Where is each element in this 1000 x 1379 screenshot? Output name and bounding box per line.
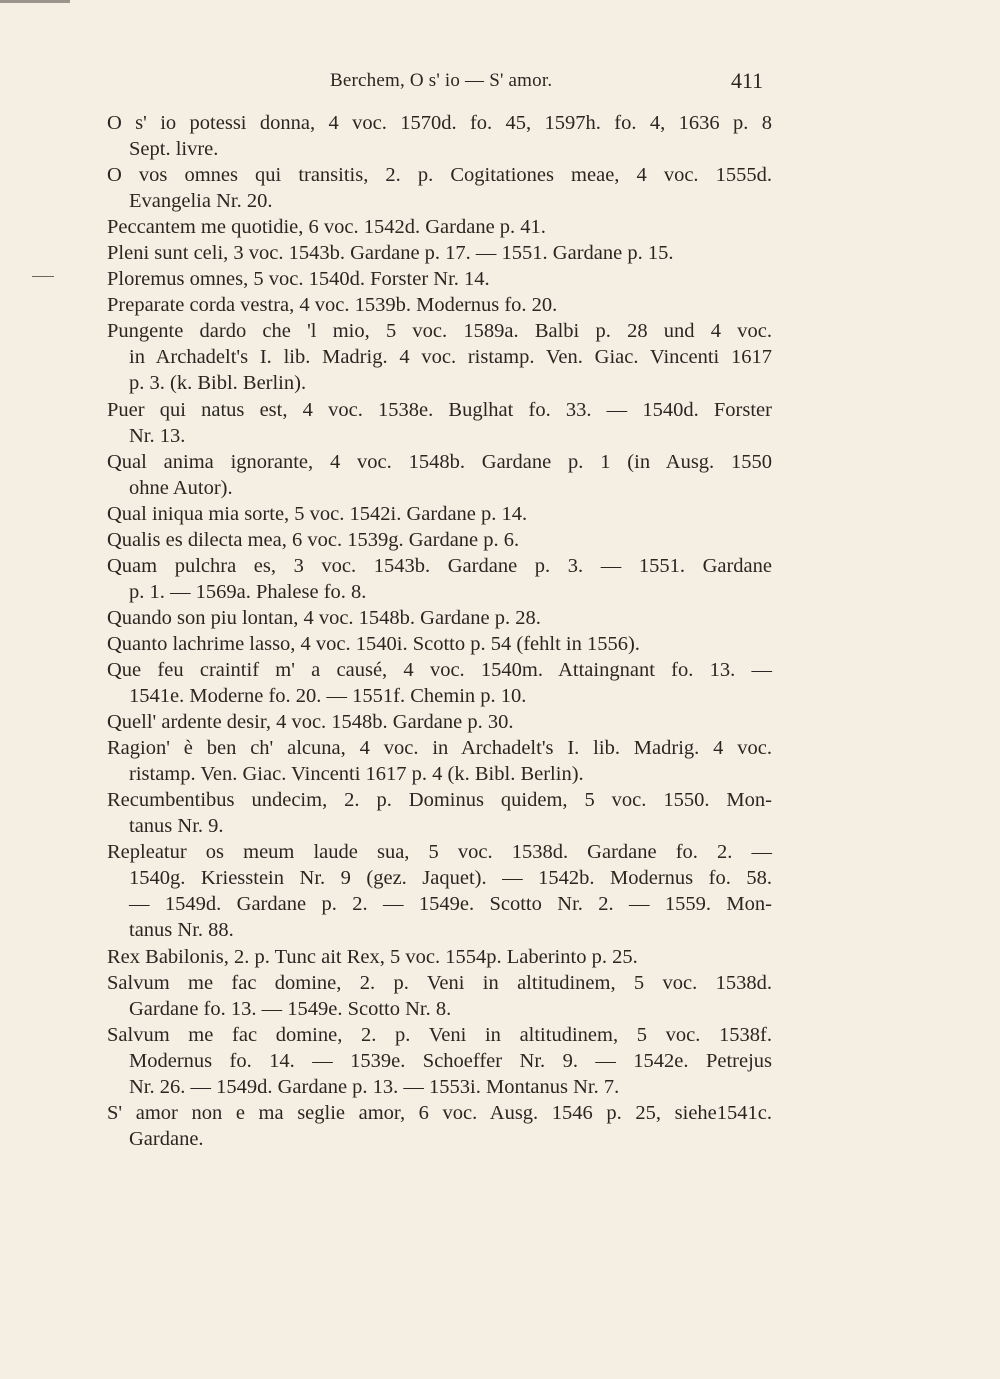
entry-continuation-line: p. 1. — 1569a. Phalese fo. 8.: [129, 580, 367, 603]
catalog-entry: [107, 605, 772, 631]
entry-continuation-line: p. 3. (k. Bibl. Berlin).: [129, 372, 307, 395]
entry-list: [107, 110, 772, 1152]
catalog-entry: [107, 1100, 772, 1152]
catalog-entry: [107, 162, 772, 214]
catalog-entry: [107, 110, 772, 162]
entry-first-line: S' amor non e ma seglie amor, 6 voc. Ausg. 1546 p. 25, siehe1541c.: [107, 1101, 772, 1124]
page-edge-mark: [0, 0, 70, 13]
entry-first-line: Peccantem me quotidie, 6 voc. 1542d. Gardane p. 41.: [107, 216, 546, 239]
catalog-entry: [107, 657, 772, 709]
catalog-entry: [107, 214, 772, 240]
entry-first-line: Quando son piu lontan, 4 voc. 1548b. Gardane p. 28.: [107, 606, 541, 629]
entry-continuation-line: — 1549d. Gardane p. 2. — 1549e. Scotto Nr. 2. — 1559. Mon-: [129, 893, 772, 916]
entry-first-line: Que feu craintif m' a causé, 4 voc. 1540m. Attaingnant fo. 13. —: [107, 658, 772, 681]
entry-continuation-line: ohne Autor).: [129, 476, 233, 499]
entry-first-line: Pungente dardo che 'l mio, 5 voc. 1589a. Balbi p. 28 und 4 voc.: [107, 320, 772, 343]
entry-first-line: Quam pulchra es, 3 voc. 1543b. Gardane p. 3. — 1551. Gardane: [107, 554, 772, 577]
entry-first-line: Puer qui natus est, 4 voc. 1538e. Buglhat fo. 33. — 1540d. Forster: [107, 398, 772, 421]
entry-first-line: Quell' ardente desir, 4 voc. 1548b. Gardane p. 30.: [107, 711, 514, 734]
entry-continuation-line: Nr. 13.: [129, 424, 186, 447]
running-title: Berchem, O s' io — S' amor.: [330, 70, 553, 91]
entry-first-line: Pleni sunt celi, 3 voc. 1543b. Gardane p. 17. — 1551. Gardane p. 15.: [107, 242, 674, 265]
entry-continuation-line: Gardane fo. 13. — 1549e. Scotto Nr. 8.: [129, 997, 452, 1020]
catalog-entry: [107, 970, 772, 1022]
entry-continuation-line: Modernus fo. 14. — 1539e. Schoeffer Nr. 9. — 1542e. Petrejus: [129, 1049, 772, 1072]
catalog-entry: [107, 553, 772, 605]
entry-first-line: Qual iniqua mia sorte, 5 voc. 1542i. Gardane p. 14.: [107, 502, 528, 525]
running-head: [0, 68, 1000, 98]
entry-first-line: Ploremus omnes, 5 voc. 1540d. Forster Nr. 14.: [107, 268, 490, 291]
catalog-entry: [107, 318, 772, 396]
entry-continuation-line: Evangelia Nr. 20.: [129, 190, 273, 213]
page-number: 411: [731, 68, 764, 93]
catalog-entry: [107, 266, 772, 292]
catalog-entry: [107, 631, 772, 657]
entry-first-line: O vos omnes qui transitis, 2. p. Cogitationes meae, 4 voc. 1555d.: [107, 164, 772, 187]
catalog-entry: [107, 735, 772, 787]
entry-first-line: Salvum me fac domine, 2. p. Veni in altitudinem, 5 voc. 1538d.: [107, 971, 772, 994]
entry-first-line: Repleatur os meum laude sua, 5 voc. 1538d. Gardane fo. 2. —: [107, 841, 772, 864]
entry-first-line: Quanto lachrime lasso, 4 voc. 1540i. Scotto p. 54 (fehlt in 1556).: [107, 632, 640, 655]
margin-dash: [32, 276, 54, 277]
entry-first-line: Preparate corda vestra, 4 voc. 1539b. Modernus fo. 20.: [107, 294, 558, 317]
entry-first-line: Ragion' è ben ch' alcuna, 4 voc. in Archadelt's I. lib. Madrig. 4 voc.: [107, 737, 772, 760]
catalog-entry: [107, 501, 772, 527]
entry-continuation-line: tanus Nr. 88.: [129, 919, 234, 942]
entry-first-line: Rex Babilonis, 2. p. Tunc ait Rex, 5 voc. 1554p. Laberinto p. 25.: [107, 945, 638, 968]
catalog-entry: [107, 944, 772, 970]
entry-continuation-line: Sept. livre.: [129, 138, 219, 161]
entry-first-line: Recumbentibus undecim, 2. p. Dominus quidem, 5 voc. 1550. Mon-: [107, 789, 772, 812]
entry-continuation-line: Nr. 26. — 1549d. Gardane p. 13. — 1553i. Montanus Nr. 7.: [129, 1075, 620, 1098]
entry-continuation-line: 1541e. Moderne fo. 20. — 1551f. Chemin p. 10.: [129, 685, 527, 708]
catalog-entry: [107, 397, 772, 449]
entry-continuation-line: Gardane.: [129, 1127, 204, 1150]
catalog-entry: [107, 292, 772, 318]
catalog-entry: [107, 839, 772, 943]
entry-continuation-line: ristamp. Ven. Giac. Vincenti 1617 p. 4 (k. Bibl. Berlin).: [129, 763, 584, 786]
entry-first-line: O s' io potessi donna, 4 voc. 1570d. fo. 45, 1597h. fo. 4, 1636 p. 8: [107, 112, 772, 134]
catalog-entry: [107, 527, 772, 553]
catalog-entry: [107, 240, 772, 266]
entry-continuation-line: tanus Nr. 9.: [129, 815, 224, 838]
catalog-entry: [107, 709, 772, 735]
entry-continuation-line: 1540g. Kriesstein Nr. 9 (gez. Jaquet). — 1542b. Modernus fo. 58.: [129, 867, 772, 890]
catalog-entry: [107, 1022, 772, 1100]
entry-first-line: Qualis es dilecta mea, 6 voc. 1539g. Gardane p. 6.: [107, 528, 520, 551]
catalog-entry: [107, 449, 772, 501]
entry-continuation-line: in Archadelt's I. lib. Madrig. 4 voc. ristamp. Ven. Giac. Vincenti 1617: [129, 346, 772, 369]
entry-first-line: Qual anima ignorante, 4 voc. 1548b. Gardane p. 1 (in Ausg. 1550: [107, 450, 772, 473]
catalog-entry: [107, 787, 772, 839]
entry-first-line: Salvum me fac domine, 2. p. Veni in altitudinem, 5 voc. 1538f.: [107, 1023, 772, 1046]
